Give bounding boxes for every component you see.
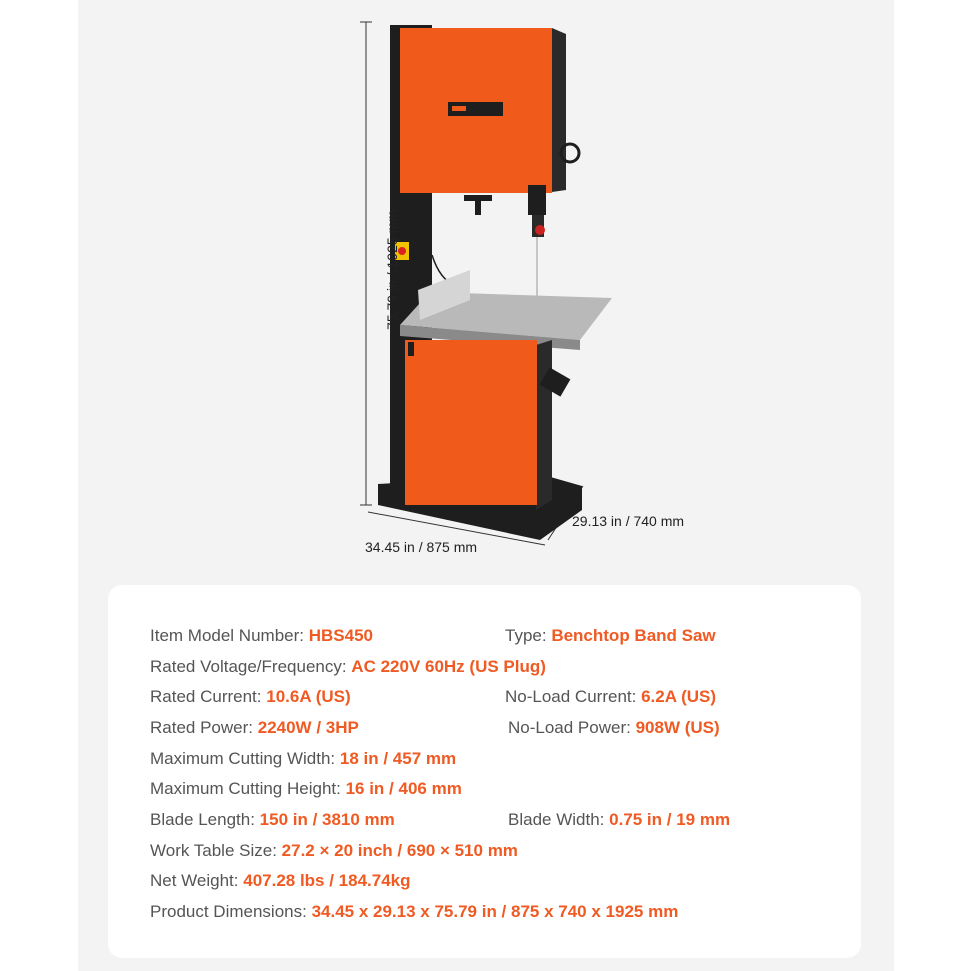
spec-no-load-current: No-Load Current: 6.2A (US) bbox=[505, 687, 717, 706]
spec-net-weight: Net Weight: 407.28 lbs / 184.74kg bbox=[150, 871, 411, 890]
spec-no-load-power: No-Load Power: 908W (US) bbox=[508, 718, 720, 737]
spec-blade-width: Blade Width: 0.75 in / 19 mm bbox=[508, 810, 731, 829]
specifications-card bbox=[108, 585, 861, 958]
height-dimension-label: 75.79 in / 1925 mm bbox=[384, 210, 400, 330]
spec-max-cutting-width: Maximum Cutting Width: 18 in / 457 mm bbox=[150, 749, 457, 768]
spec-type: Type: Benchtop Band Saw bbox=[505, 626, 716, 645]
spec-max-cutting-height: Maximum Cutting Height: 16 in / 406 mm bbox=[150, 779, 462, 798]
guide-knob-icon bbox=[464, 195, 492, 201]
spec-rated-current: Rated Current: 10.6A (US) bbox=[150, 687, 351, 706]
spec-rated-power: Rated Power: 2240W / 3HP bbox=[150, 718, 359, 737]
width-dimension-label: 34.45 in / 875 mm bbox=[365, 539, 478, 555]
spec-product-dimensions: Product Dimensions: 34.45 x 29.13 x 75.79 in / 875 x 740 x 1925 mm bbox=[150, 902, 679, 921]
depth-dimension-label: 29.13 in / 740 mm bbox=[572, 513, 685, 529]
spec-work-table-size: Work Table Size: 27.2 × 20 inch / 690 × 510 mm bbox=[150, 841, 518, 860]
spec-rated-voltage: Rated Voltage/Frequency: AC 220V 60Hz (US Plug) bbox=[150, 657, 546, 676]
spec-blade-length: Blade Length: 150 in / 3810 mm bbox=[150, 810, 395, 829]
lower-wheel-cover bbox=[405, 340, 537, 505]
spec-item-model: Item Model Number: HBS450 bbox=[150, 626, 373, 645]
